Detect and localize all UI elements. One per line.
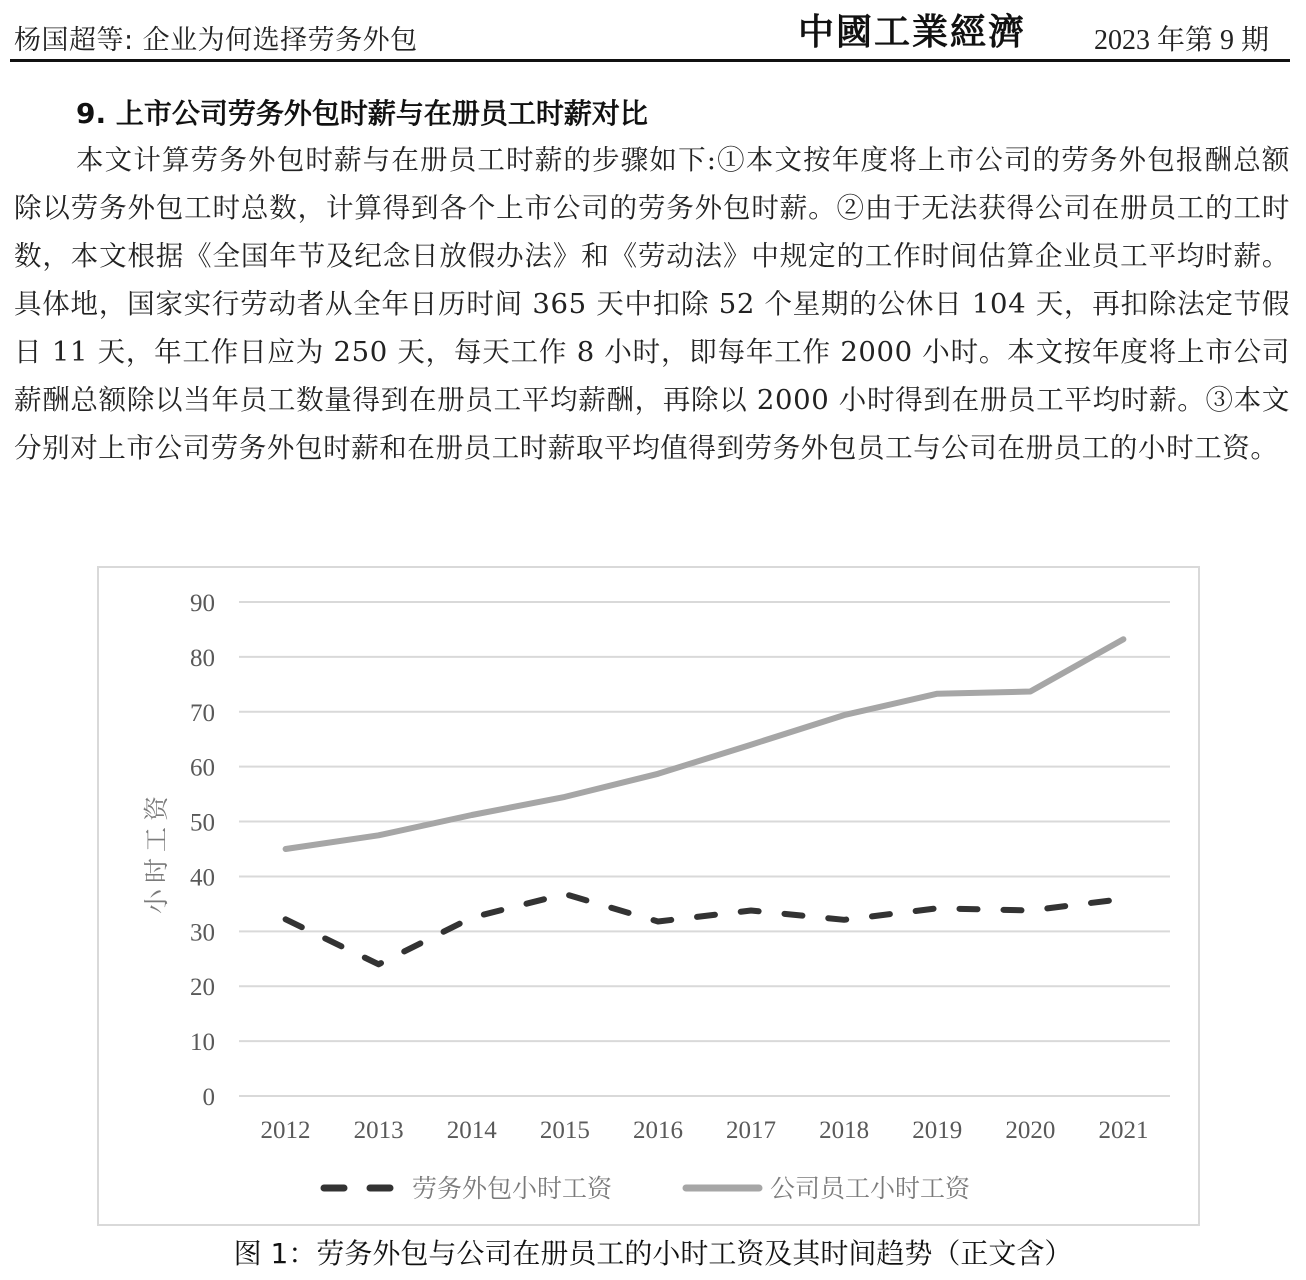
figure-caption: 图 1：劳务外包与公司在册员工的小时工资及其时间趋势（正文含） <box>233 1237 1073 1270</box>
issue-number: 2023 年第 9 期 <box>1094 25 1270 56</box>
header-rule <box>10 59 1290 62</box>
x-tick-label: 2019 <box>912 1117 963 1144</box>
y-tick-label: 70 <box>190 699 215 727</box>
y-tick-label: 0 <box>202 1084 215 1111</box>
y-axis-label: 小时工资 <box>142 789 171 915</box>
line-chart <box>99 568 1202 1228</box>
x-tick-label: 2015 <box>539 1117 590 1144</box>
section-title: 9. 上市公司劳务外包时薪与在册员工时薪对比 <box>76 97 648 130</box>
y-tick-label: 90 <box>190 590 215 617</box>
x-tick-label: 2014 <box>446 1117 497 1144</box>
y-tick-label: 30 <box>190 919 215 947</box>
x-tick-label: 2013 <box>353 1117 404 1144</box>
series-employee-line <box>286 639 1124 849</box>
y-tick-label: 10 <box>190 1029 215 1057</box>
x-tick-label: 2016 <box>632 1117 683 1144</box>
body-paragraph: 本文计算劳务外包时薪与在册员工时薪的步骤如下:①本文按年度将上市公司的劳务外包报酬总额除以劳务外包工时总数，计算得到各个上市公司的劳务外包时薪。②由于无法获得公司在册员工的工时数，本文根据《全国年节及纪念日放假办法》和《劳动法》中规定的工作时间估算企业员工平均时薪。具体地，国家实行劳动者从全年日历时间 365 天中扣除 52 个星期的公休日 104 天，再扣除法定节假日 11 天，年工作日应为 250 天，每天工作 8 小时，即每年工作 2000 小时。本文按年度将上市公司薪酬总额除以当年员工数量得到在册员工平均薪酬，再除以 2000 小时得到在册员工平均时薪。③本文分别对上市公司劳务外包时薪和在册员工时薪取平均值得到劳务外包员工与公司在册员工的小时工资。 <box>14 144 1290 464</box>
journal-logo: 中國工業經濟 <box>798 12 1027 53</box>
legend-label-employee: 公司员工小时工资 <box>770 1174 971 1203</box>
y-tick-label: 60 <box>190 754 215 782</box>
y-tick-label: 40 <box>190 864 215 892</box>
y-tick-label: 20 <box>190 974 215 1002</box>
x-tick-label: 2018 <box>819 1117 870 1144</box>
page-header <box>0 0 1306 64</box>
x-tick-label: 2021 <box>1098 1117 1149 1144</box>
x-tick-label: 2020 <box>1005 1117 1056 1144</box>
series-outsourcing-line <box>286 894 1124 964</box>
y-tick-label: 80 <box>190 644 215 672</box>
x-tick-label: 2017 <box>726 1117 777 1144</box>
legend-label-outsourcing: 劳务外包小时工资 <box>412 1174 613 1203</box>
running-title: 杨国超等: 企业为何选择劳务外包 <box>14 25 418 56</box>
y-tick-label: 50 <box>190 809 215 837</box>
x-tick-label: 2012 <box>260 1117 311 1144</box>
chart-frame <box>97 566 1200 1226</box>
